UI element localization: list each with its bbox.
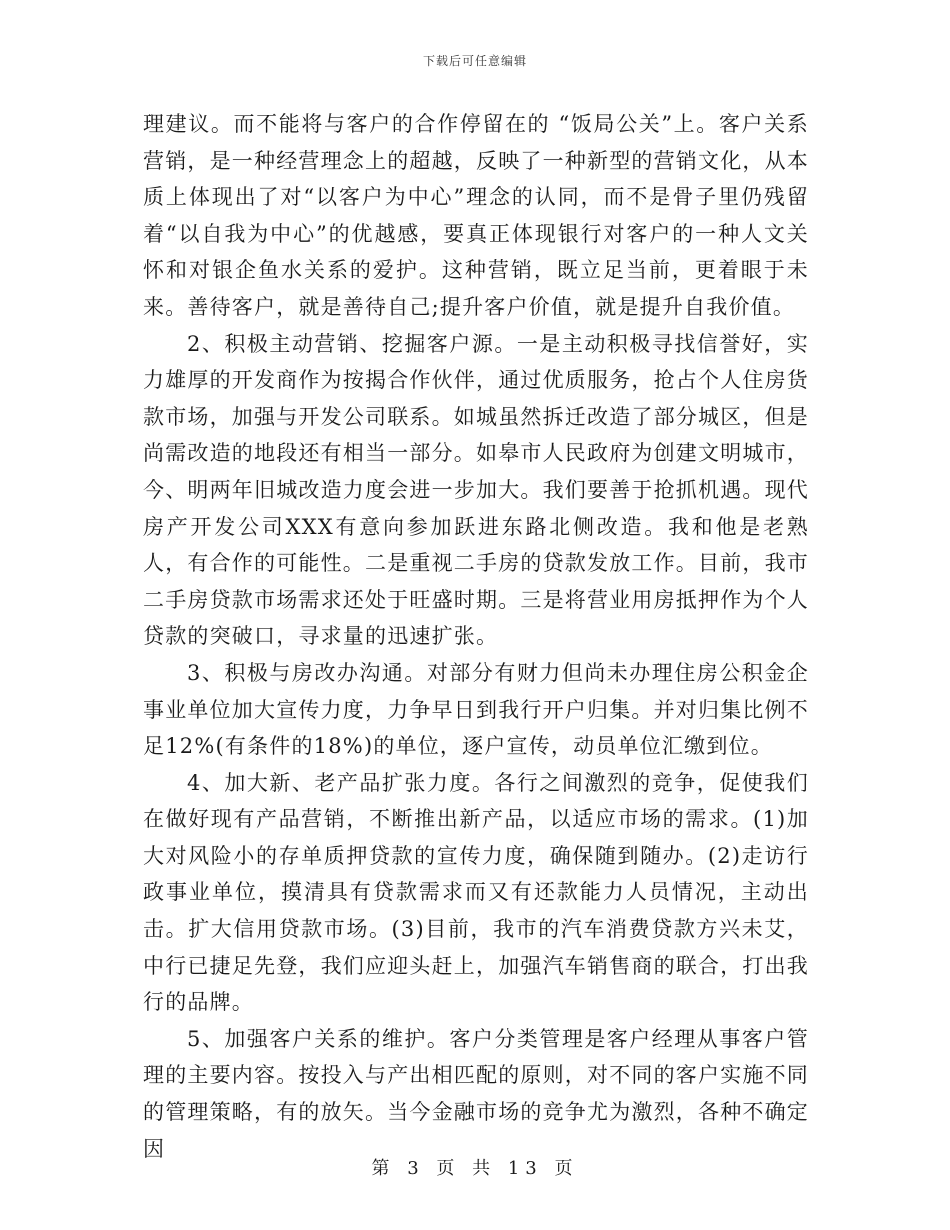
paragraph-item-2: 2、积极主动营销、挖掘客户源。一是主动积极寻找信誉好，实力雄厚的开发商作为按揭合作伙伴，通过优质服务，抢占个人住房货款市场，加强与开发公司联系。如城虽然拆迁改造了部分城区，但是尚需改造的地段还有相当一部分。如皋市人民政府为创建文明城市，今、明两年旧城改造力度会进一步加大。我们要善于抢抓机遇。现代房产开发公司XXX有意向参加跃进东路北侧改造。我和他是老熟人，有合作的可能性。二是重视二手房的贷款发放工作。目前，我市二手房贷款市场需求还处于旺盛时期。三是将营业用房抵押作为个人贷款的突破口，寻求量的迅速扩张。 [143,331,809,649]
paragraph-continuation: 理建议。而不能将与客户的合作停留在的 “饭局公关”上。客户关系营销，是一种经营理念上的超越，反映了一种新型的营销文化，从本质上体现出了对“以客户为中心”理念的认同，而不是骨子里仍残留着“以自我为中心”的优越感，要真正体现银行对客户的一种人文关怀和对银企鱼水关系的爱护。这种营销，既立足当前，更着眼于未来。善待客户，就是善待自己;提升客户价值，就是提升自我价值。 [143,112,809,319]
body-text [143,106,809,1167]
paragraph-item-3: 3、积极与房改办沟通。对部分有财力但尚未办理住房公积金企事业单位加大宣传力度，力争早日到我行开户归集。并对归集比例不足12%(有条件的18%)的单位，逐户宣传，动员单位汇缴到位。 [143,660,809,759]
paragraph-item-5: 5、加强客户关系的维护。客户分类管理是客户经理从事客户管理的主要内容。按投入与产出相匹配的原则，对不同的客户实施不同的管理策略，有的放矢。当今金融市场的竞争尤为激烈，各种不确定因 [143,1026,809,1161]
paragraph-item-4: 4、加大新、老产品扩张力度。各行之间激烈的竞争，促使我们在做好现有产品营销，不断推出新产品，以适应市场的需求。(1)加大对风险小的存单质押贷款的宣传力度，确保随到随办。(2)走访行政事业单位，摸清具有贷款需求而又有还款能力人员情况，主动出击。扩大信用贷款市场。(3)目前，我市的汽车消费贷款方兴未艾，中行已捷足先登，我们应迎头赶上，加强汽车销售商的联合，打出我行的品牌。 [143,770,809,1015]
page-header: 下载后可任意编辑 [422,54,527,68]
page-number-footer: 第 3 页 共 13 页 [371,1158,579,1179]
